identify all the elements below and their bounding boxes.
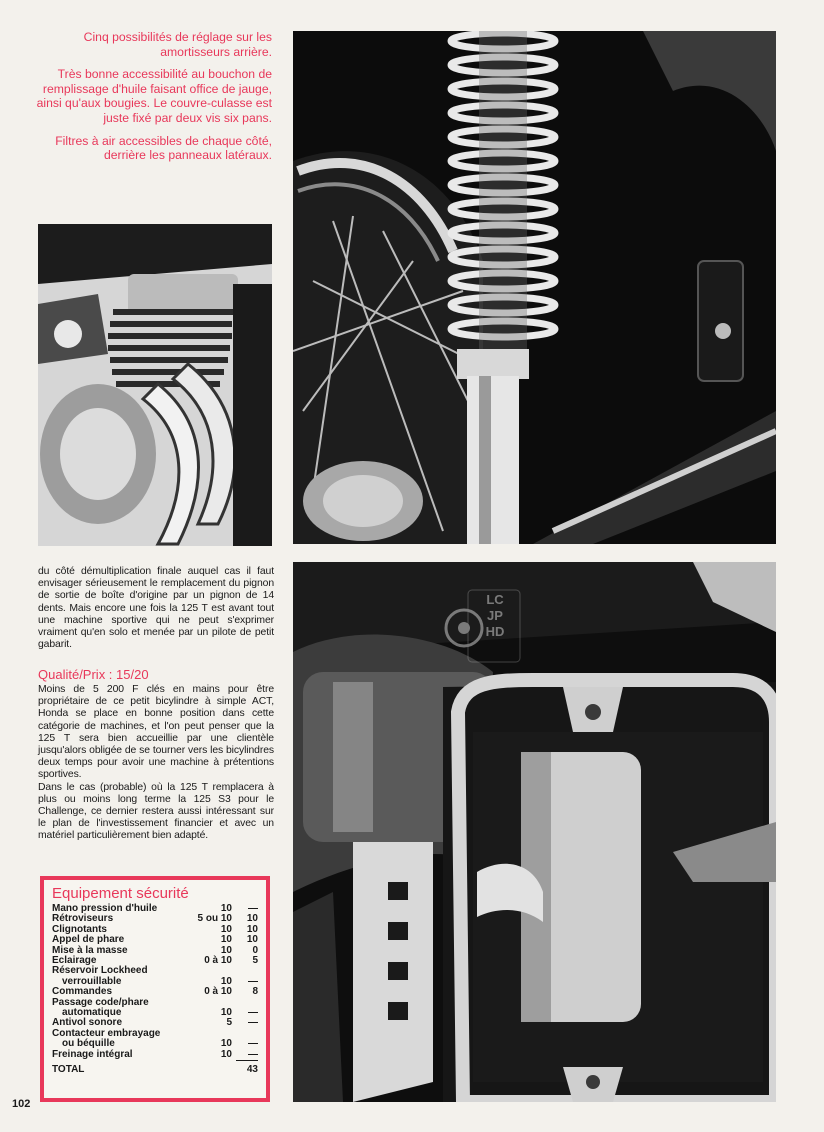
table-row: Clignotants 10 10 (52, 923, 258, 935)
quality-price-paragraph: Moins de 5 200 F clés en mains pour être propriétaire de ce petit bicylindre à simple ACT, Honda se place en bonne position dans cette catégorie de machines, et l'on peut penser que la 125 T sera bien accueillie par une clientèle jusqu'alors obligée de se tourner vers les bicylindres deux temps pour avoir une machine à prétentions sportives. (38, 684, 274, 781)
total-label: TOTAL (52, 1064, 85, 1076)
photo-captions (20, 30, 272, 171)
table-row: Eclairage 0 à 10 5 (52, 955, 258, 967)
air-filter-photo (293, 562, 776, 1102)
air-filter-photo-drawing (293, 562, 776, 1102)
caption-oil-filler: Très bonne accessibilité au bouchon de remplissage d'huile faisant office de jauge, ainsi qu'aux bougies. Le couvre-culasse est juste fixé par deux vis six pans. (36, 67, 272, 125)
table-row: Mano pression d'huile 10 — (52, 903, 258, 914)
watermark-letters: LC JP HD (485, 592, 505, 639)
table-row: Rétroviseurs 5 ou 10 10 (52, 913, 258, 925)
engine-photo-drawing (38, 224, 272, 546)
equipment-table (52, 904, 258, 1076)
table-row: Contacteur embrayage (52, 1027, 161, 1039)
table-row: Appel de phare 10 10 (52, 934, 258, 946)
equipment-title: Equipement sécurité (52, 885, 189, 902)
table-row: Passage code/phare (52, 996, 149, 1008)
shock-absorber-photo-drawing (293, 31, 776, 544)
engine-photo (38, 224, 272, 546)
intro-paragraph-text: du côté démultiplication finale auquel cas il faut envisager sérieusement le remplacement du pignon de sortie de boîte d'origine par un pignon de 14 dents. Mais encore une fois la 125 T est avant tout une machine sportive qui ne peut s'exprimer vraiment qu'en solo et menée par un pilote de petit gabarit. (38, 566, 274, 651)
table-row: Commandes 0 à 10 8 (52, 986, 258, 998)
quality-price-paragraph: Dans le cas (probable) où la 125 T remplacera à plus ou moins long terme la 125 S3 pour le Challenge, ce dernier restera aussi intéressant sur le plan de l'investissement financier et avec un matériel particulièrement bien adapté. (38, 781, 274, 842)
table-row: verrouillable 10 — (62, 975, 258, 987)
table-row: Freinage intégral 10 — (52, 1048, 258, 1061)
caption-shock-absorbers: Cinq possibilités de réglage sur les amortisseurs arrière. (83, 30, 272, 59)
intro-paragraph (38, 566, 274, 651)
quality-price-heading: Qualité/Prix : 15/20 (38, 667, 149, 682)
equipment-safety-box (40, 876, 270, 1102)
table-row: Antivol sonore 5 — (52, 1017, 258, 1029)
table-row: ou béquille 10 — (62, 1038, 258, 1050)
table-row: Réservoir Lockheed (52, 965, 148, 977)
site-watermark (444, 588, 522, 664)
quality-price-text (38, 684, 274, 843)
table-row: Mise à la masse 10 0 (52, 944, 258, 956)
page-number: 102 (12, 1098, 31, 1110)
caption-air-filters: Filtres à air accessibles de chaque côté, derrière les panneaux latéraux. (55, 133, 272, 163)
shock-absorber-photo (293, 31, 776, 544)
total-value: 43 (236, 1061, 258, 1076)
total-row (52, 1061, 258, 1076)
table-row: automatique 10 — (62, 1007, 258, 1019)
